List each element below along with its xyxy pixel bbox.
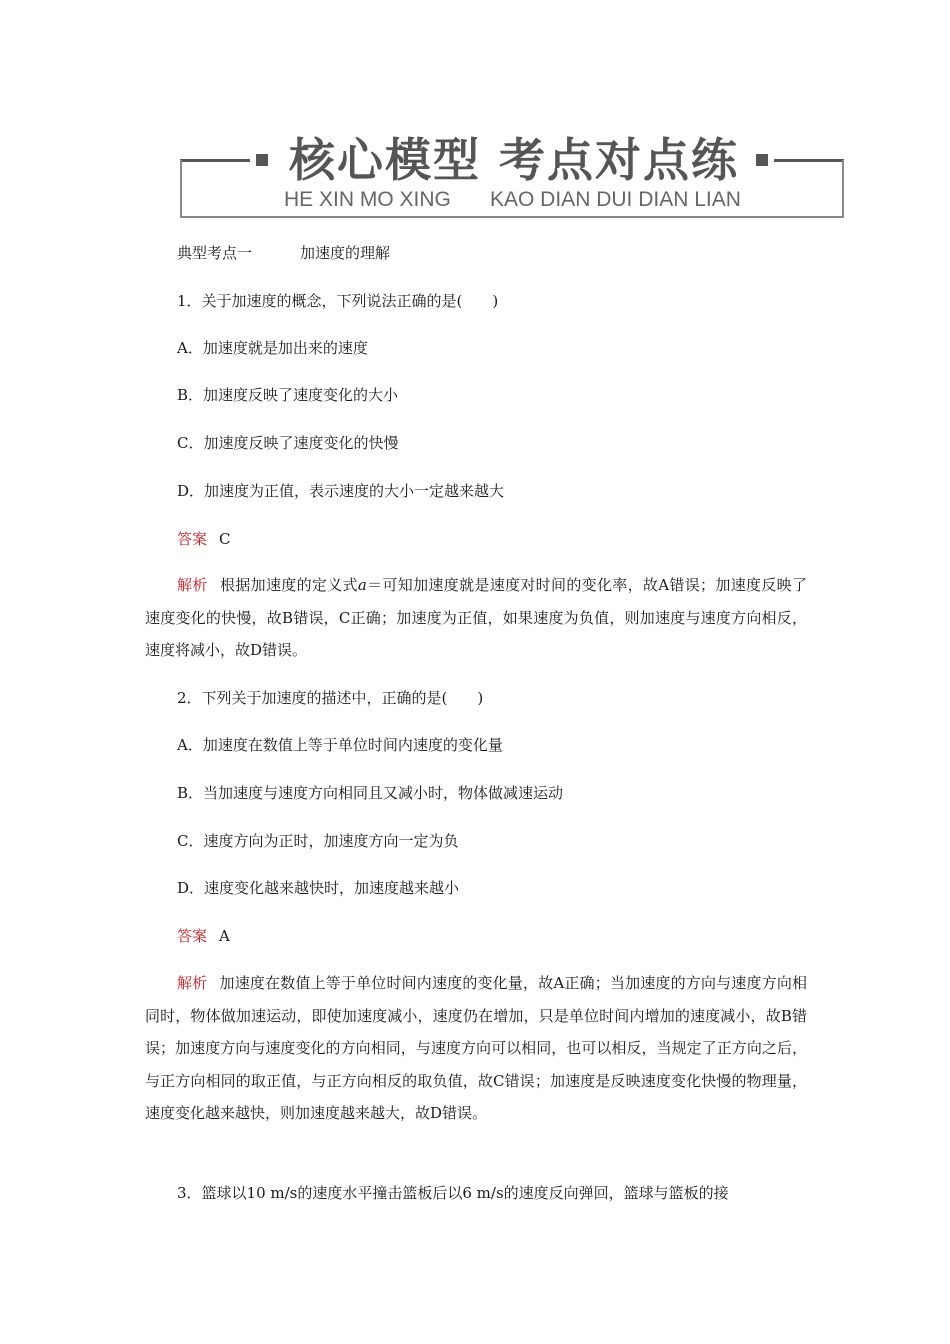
question-2-analysis bbox=[145, 967, 807, 1130]
question-2-stem: 2．下列关于加速度的描述中，正确的是( ) bbox=[177, 689, 484, 707]
question-1-answer bbox=[177, 529, 231, 549]
banner-subtitle-right: KAO DIAN DUI DIAN LIAN bbox=[490, 188, 741, 211]
section-heading bbox=[177, 243, 390, 263]
banner-right-bracket bbox=[842, 160, 844, 218]
banner-title: 核心模型 考点对点练 bbox=[288, 133, 739, 187]
banner-left-rule bbox=[180, 159, 250, 162]
answer-label: 答案 bbox=[177, 530, 208, 548]
question-1-option-a: A．加速度就是加出来的速度 bbox=[177, 339, 368, 357]
analysis-label: 解析 bbox=[177, 576, 208, 594]
question-2-option-b: B．当加速度与速度方向相同且又减小时，物体做减速运动 bbox=[177, 784, 564, 802]
analysis-label: 解析 bbox=[177, 974, 208, 992]
answer-value: C bbox=[219, 530, 231, 548]
banner-subtitle bbox=[284, 188, 740, 212]
banner-bottom-rule bbox=[180, 216, 844, 218]
question-2-answer bbox=[177, 926, 230, 946]
question-1-analysis bbox=[145, 569, 807, 667]
banner-right-square bbox=[756, 154, 768, 166]
analysis-variable: a bbox=[357, 576, 367, 594]
analysis-text-pre: 根据加速度的定义式 bbox=[219, 576, 358, 594]
analysis-text: 加速度在数值上等于单位时间内速度的变化量，故A正确；当加速度的方向与速度方向相同时，物体做加速运动，即使加速度减小，速度仍在增加，只是单位时间内增加的速度减小，故B错误；加速度方向与速度变化的方向相同，与速度方向可以相同，也可以相反，当规定了正方向之后，与正方向相同的取正值，与正方向相反的取负值，故C错误；加速度是反映速度变化快慢的物理量，速度变化越来越快，则加速度越来越大，故D错误。 bbox=[145, 974, 807, 1122]
question-1-option-c: C．加速度反映了速度变化的快慢 bbox=[177, 434, 399, 452]
banner-right-rule bbox=[774, 159, 844, 162]
question-1-stem: 1．关于加速度的概念，下列说法正确的是( ) bbox=[177, 292, 499, 310]
question-2-option-a: A．加速度在数值上等于单位时间内速度的变化量 bbox=[177, 736, 503, 754]
section-label: 典型考点一 bbox=[177, 244, 253, 262]
analysis-text-post: ＝可知加速度就是速度对时间的变化率，故A错误；加速度反映了速度变化的快慢，故B错误，C正确；加速度为正值，如果速度为负值，则加速度与速度方向相反，速度将减小，故D错误。 bbox=[145, 576, 807, 659]
question-3-stem: 3．篮球以10 m/s的速度水平撞击篮板后以6 m/s的速度反向弹回，篮球与篮板的接 bbox=[177, 1184, 729, 1202]
banner-subtitle-left: HE XIN MO XING bbox=[284, 188, 451, 211]
answer-value: A bbox=[219, 927, 230, 945]
question-2-option-c: C．速度方向为正时，加速度方向一定为负 bbox=[177, 832, 459, 850]
banner-left-square bbox=[256, 154, 268, 166]
section-topic: 加速度的理解 bbox=[300, 244, 391, 262]
question-1-option-d: D．加速度为正值，表示速度的大小一定越来越大 bbox=[177, 482, 505, 500]
question-1-option-b: B．加速度反映了速度变化的大小 bbox=[177, 386, 399, 404]
banner-left-bracket bbox=[180, 160, 182, 218]
answer-label: 答案 bbox=[177, 927, 208, 945]
question-2-option-d: D．速度变化越来越快时，加速度越来越小 bbox=[177, 879, 460, 897]
section-banner bbox=[180, 120, 844, 220]
